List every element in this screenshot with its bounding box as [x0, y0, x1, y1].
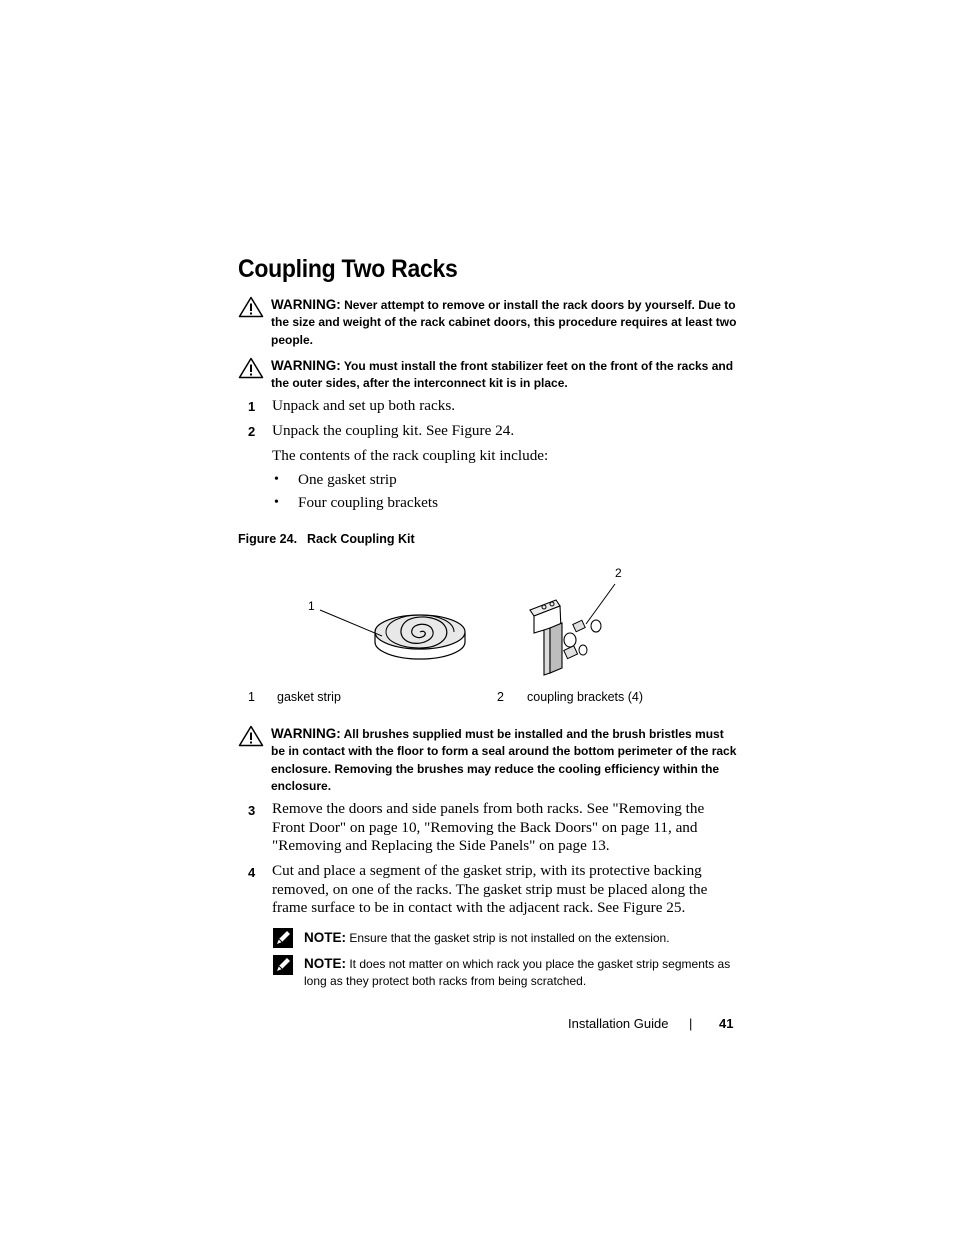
- step-number: 4: [248, 865, 256, 880]
- footer-guide-name: Installation Guide: [568, 1016, 669, 1031]
- note-text-1: NOTE: Ensure that the gasket strip is not installed on the extension.: [304, 930, 670, 945]
- warning-icon: [238, 357, 264, 379]
- page-number: 41: [719, 1016, 734, 1031]
- step-text: Remove the doors and side panels from both racks. See "Removing the Front Door" on page 10, "Removing the Back Doors" on page 11, and "Removing and Replacing the Side Panels" on page 13.: [272, 800, 705, 855]
- figure-callout-2: 2: [615, 566, 622, 580]
- rack-coupling-kit-illustration: [300, 560, 640, 685]
- bullet: •: [274, 472, 279, 487]
- step-text: Cut and place a segment of the gasket strip, with its protective backing removed, on one of the racks. The gasket strip must be placed along the frame surface to be in contact with the adjacent rack. See Figure 25.: [272, 862, 708, 917]
- note-text-2: NOTE: It does not matter on which rack you place the gasket strip segments as long as they protect both racks from being scratched.: [304, 956, 731, 989]
- kit-intro: The contents of the rack coupling kit include:: [272, 447, 549, 464]
- warning-text-3: WARNING: All brushes supplied must be installed and the brush bristles must be in contact with the floor to form a seal around the bottom perimeter of the rack enclosure. Removing the brushes may reduce the cooling efficiency within the enclosure.: [271, 726, 737, 793]
- figure-callout-1: 1: [308, 599, 315, 613]
- legend-label: coupling brackets (4): [527, 690, 644, 704]
- step-number: 1: [248, 399, 256, 414]
- step-text: Unpack and set up both racks.: [272, 397, 456, 414]
- note-pencil-icon: [272, 954, 294, 976]
- warning-icon: [238, 296, 264, 318]
- legend-num: 2: [497, 690, 504, 704]
- kit-item: One gasket strip: [298, 471, 397, 488]
- warning-icon: [238, 725, 264, 747]
- legend-label: gasket strip: [277, 690, 341, 704]
- figure-caption: Figure 24. Rack Coupling Kit: [238, 532, 415, 546]
- page-title: Coupling Two Racks: [238, 255, 458, 283]
- gasket-strip-illustration: [320, 610, 465, 659]
- note-pencil-icon: [272, 927, 294, 949]
- step-number: 2: [248, 424, 256, 439]
- kit-item: Four coupling brackets: [298, 494, 439, 511]
- warning-text-1: WARNING: Never attempt to remove or install the rack doors by yourself. Due to the size and weight of the rack cabinet doors, this procedure requires at least two people.: [271, 297, 737, 347]
- coupling-bracket-illustration: [530, 584, 615, 675]
- warning-text-2: WARNING: You must install the front stabilizer feet on the front of the racks and the outer sides, after the interconnect kit is in place.: [271, 358, 734, 391]
- footer-separator: |: [689, 1016, 693, 1031]
- legend-num: 1: [248, 690, 255, 704]
- step-text: Unpack the coupling kit. See Figure 24.: [272, 422, 515, 439]
- bullet: •: [274, 495, 279, 510]
- step-number: 3: [248, 803, 256, 818]
